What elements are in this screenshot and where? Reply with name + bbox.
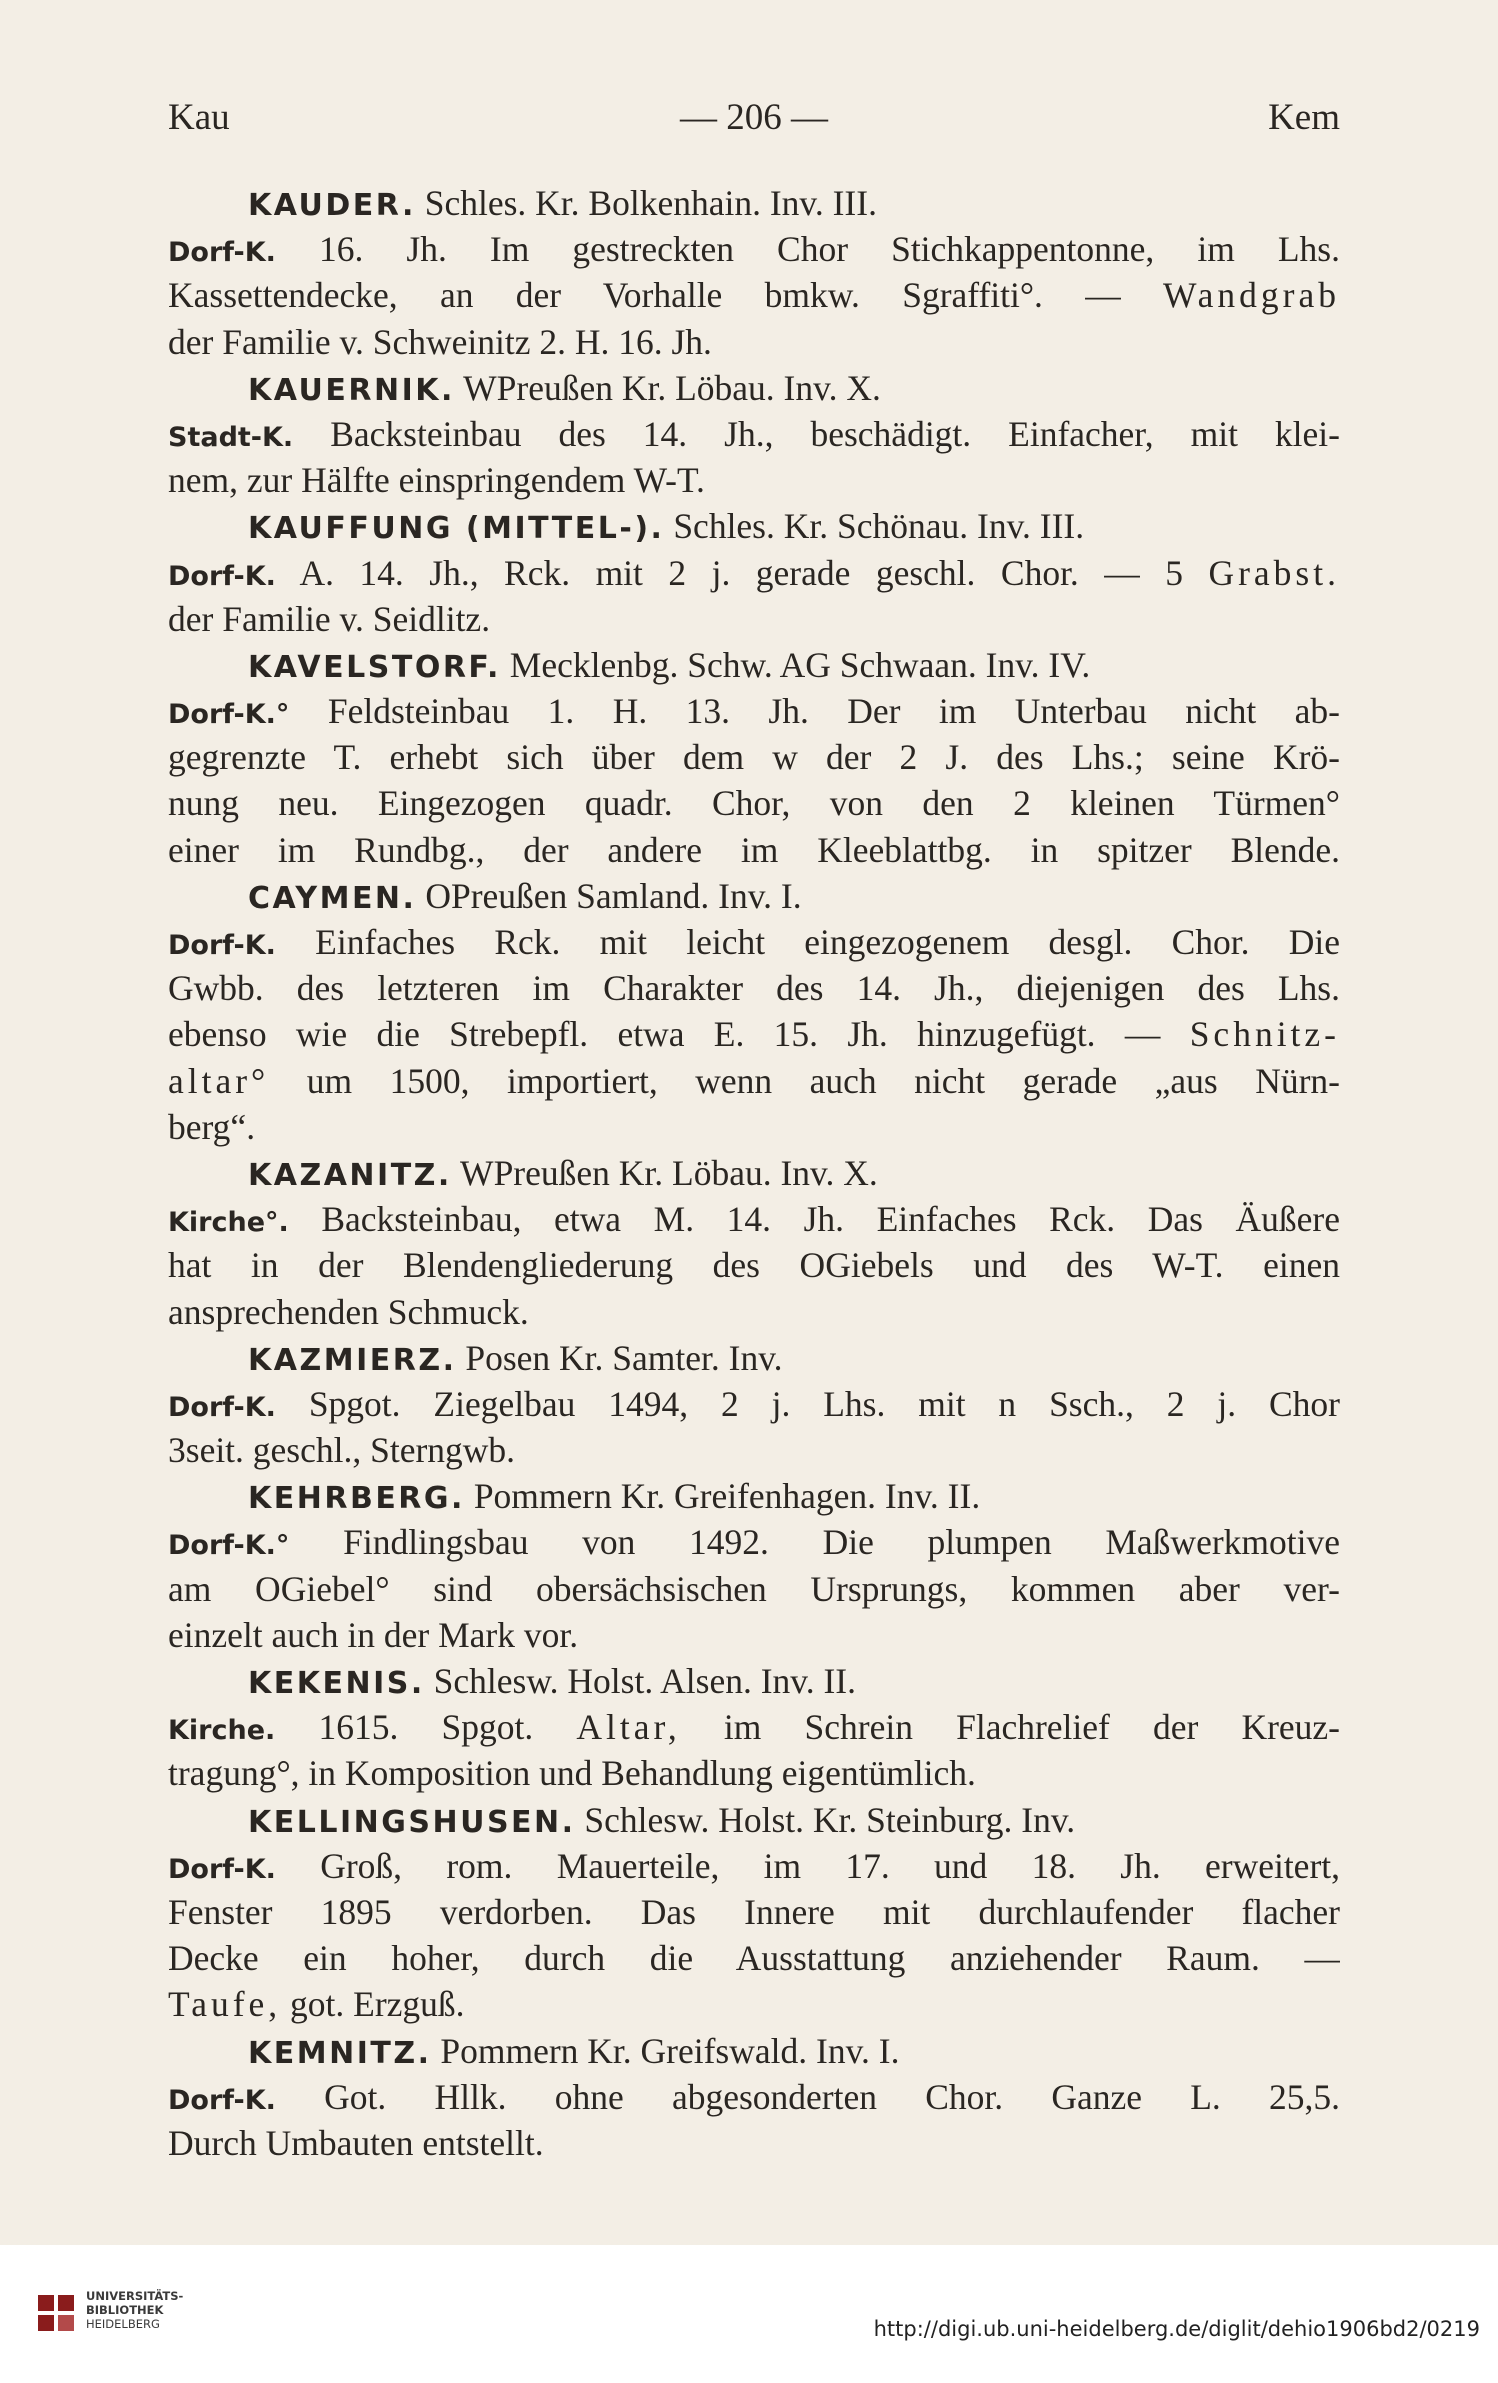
text-run: Schles. Kr. Schönau. Inv. III.	[664, 506, 1085, 547]
text-run: hat in der Blendengliederung des OGiebels und des W-T. einen	[168, 1245, 1340, 1286]
text-run: Posen Kr. Samter. Inv.	[456, 1337, 783, 1378]
text-line	[168, 1843, 1340, 1889]
text-run: der Familie v. Seidlitz.	[168, 598, 491, 639]
text-line	[168, 1427, 1340, 1473]
text-run: Schnitz-	[1189, 1014, 1340, 1055]
library-logo	[36, 2285, 184, 2365]
text-run: Grabst.	[1208, 552, 1340, 593]
text-run: got. Erzguß.	[281, 1984, 465, 2025]
text-run: berg“.	[168, 1106, 256, 1147]
text-line	[168, 1289, 1340, 1335]
entry-title: KEMNITZ.	[248, 2035, 432, 2071]
text-line	[168, 1381, 1340, 1427]
text-run: Schles. Kr. Bolkenhain. Inv. III.	[415, 183, 877, 223]
building-type: Stadt-K.	[168, 421, 294, 453]
entry-title: KELLINGSHUSEN.	[248, 1804, 576, 1840]
text-run: 3seit. geschl., Sterngwb.	[168, 1430, 516, 1471]
text-run: Groß, rom. Mauerteile, im 17. und 18. Jh. erweitert,	[275, 1845, 1340, 1886]
text-line	[168, 1935, 1340, 1981]
text-line	[168, 272, 1340, 318]
building-type: Dorf-K.	[168, 2084, 276, 2116]
text-run: altar°	[168, 1060, 270, 1101]
text-run: Got. Hllk. ohne abgesonderten Chor. Ganze L. 25,5.	[275, 2076, 1340, 2117]
text-line	[168, 226, 1340, 272]
building-type: Dorf-K.°	[168, 1530, 290, 1562]
text-line	[168, 688, 1340, 734]
entry-title: KAUFFUNG (MITTEL-).	[248, 511, 665, 547]
text-run: 1615. Spgot.	[275, 1707, 577, 1748]
text-line	[168, 503, 1340, 549]
text-line	[168, 919, 1340, 965]
entry-title: KAUERNIK.	[248, 372, 455, 408]
building-type: Dorf-K.	[168, 1391, 276, 1423]
text-run: Feldsteinbau 1. H. 13. Jh. Der im Unterbau nicht ab-	[289, 691, 1340, 732]
text-run: Spgot. Ziegelbau 1494, 2 j. Lhs. mit n Ssch., 2 j. Chor	[275, 1383, 1340, 1424]
text-run: Altar,	[576, 1707, 681, 1748]
page-number: — 206 —	[680, 97, 828, 138]
text-line	[168, 734, 1340, 780]
text-line	[168, 1566, 1340, 1612]
text-run: am OGiebel° sind obersächsischen Ursprungs, kommen aber ver-	[168, 1568, 1340, 1609]
text-run: im Schrein Flachrelief der Kreuz-	[680, 1707, 1340, 1748]
text-line	[168, 1658, 1340, 1704]
text-run: Durch Umbauten entstellt.	[168, 2122, 544, 2163]
text-run: OPreußen Samland. Inv. I.	[416, 875, 802, 916]
text-line	[168, 411, 1340, 457]
entry-title: KAUDER.	[248, 188, 416, 223]
text-run: Gwbb. des letzteren im Charakter des 14. Jh., diejenigen des Lhs.	[168, 968, 1340, 1009]
text-line	[168, 1797, 1340, 1843]
text-run: Decke ein hoher, durch die Ausstattung anziehender Raum. —	[168, 1938, 1340, 1979]
text-run: Schlesw. Holst. Kr. Steinburg. Inv.	[575, 1799, 1076, 1840]
building-type: Dorf-K.°	[168, 699, 290, 731]
text-line	[168, 1704, 1340, 1750]
text-run: Findlingsbau von 1492. Die plumpen Maßwerkmotive	[289, 1522, 1340, 1563]
text-line	[168, 1058, 1340, 1104]
text-line	[168, 1981, 1340, 2027]
text-run: Mecklenbg. Schw. AG Schwaan. Inv. IV.	[500, 644, 1091, 685]
text-run: Fenster 1895 verdorben. Das Innere mit durchlaufender flacher	[168, 1891, 1340, 1932]
text-run: Taufe,	[168, 1984, 282, 2025]
text-line	[168, 1473, 1340, 1519]
text-run: WPreußen Kr. Löbau. Inv. X.	[451, 1152, 878, 1193]
text-line	[168, 319, 1340, 365]
building-type: Dorf-K.	[168, 560, 276, 592]
text-line	[168, 2074, 1340, 2120]
text-run: um 1500, importiert, wenn auch nicht gerade „aus Nürn-	[269, 1060, 1340, 1101]
text-run: Wandgrab	[1163, 275, 1340, 316]
text-run: Backsteinbau, etwa M. 14. Jh. Einfaches Rck. Das Äußere	[288, 1199, 1340, 1240]
text-line	[168, 827, 1340, 873]
text-line	[168, 180, 1340, 226]
viewer-footer	[0, 2245, 1498, 2383]
text-run: der Familie v. Schweinitz 2. H. 16. Jh.	[168, 321, 712, 362]
building-type: Kirche°.	[168, 1207, 289, 1239]
header-right: Kem	[1268, 97, 1340, 138]
running-header	[168, 96, 1340, 146]
text-run: gegrenzte T. erhebt sich über dem w der 2 J. des Lhs.; seine Krö-	[168, 737, 1340, 778]
entry-title: KAZMIERZ.	[248, 1342, 457, 1378]
text-run: tragung°, in Komposition und Behandlung eigentümlich.	[168, 1753, 976, 1794]
text-line	[168, 780, 1340, 826]
logo-line-2: BIBLIOTHEK	[86, 2303, 164, 2317]
text-run: einer im Rundbg., der andere im Kleeblattbg. in spitzer Blende.	[168, 829, 1340, 870]
text-run: nem, zur Hälfte einspringendem W-T.	[168, 460, 705, 501]
text-line	[168, 965, 1340, 1011]
building-type: Dorf-K.	[168, 930, 276, 961]
text-line	[168, 457, 1340, 503]
text-run: 16. Jh. Im gestreckten Chor Stichkappentonne, im Lhs.	[275, 229, 1340, 270]
library-logo-text	[86, 2289, 183, 2331]
text-line	[168, 1196, 1340, 1242]
text-line	[168, 1519, 1340, 1565]
building-type: Dorf-K.	[168, 237, 276, 269]
text-line	[168, 1242, 1340, 1288]
text-run: Pommern Kr. Greifswald. Inv. I.	[431, 2030, 900, 2071]
text-line	[168, 2120, 1340, 2166]
source-url-link[interactable]: http://digi.ub.uni-heidelberg.de/diglit/dehio1906bd2/0219	[873, 2317, 1480, 2341]
text-line	[168, 1889, 1340, 1935]
text-line	[168, 642, 1340, 688]
library-logo-icon	[36, 2293, 78, 2335]
text-line	[168, 1011, 1340, 1057]
text-run: nung neu. Eingezogen quadr. Chor, von den 2 kleinen Türmen°	[168, 783, 1340, 824]
text-line	[168, 1150, 1340, 1196]
header-left: Kau	[168, 97, 230, 138]
entry-title: KAVELSTORF.	[248, 649, 501, 685]
text-line	[168, 873, 1340, 919]
text-line	[168, 1750, 1340, 1796]
text-line	[168, 596, 1340, 642]
text-line	[168, 365, 1340, 411]
entry-title: KEHRBERG.	[248, 1481, 465, 1517]
text-line	[168, 550, 1340, 596]
entry-title: KEKENIS.	[248, 1666, 425, 1701]
text-line	[168, 2028, 1340, 2074]
text-run: A. 14. Jh., Rck. mit 2 j. gerade geschl. Chor. — 5	[275, 552, 1209, 593]
text-run: Einfaches Rck. mit leicht eingezogenem desgl. Chor. Die	[275, 922, 1340, 962]
text-run: Backsteinbau des 14. Jh., beschädigt. Einfacher, mit klei-	[293, 413, 1340, 454]
text-line	[168, 1335, 1340, 1381]
entry-title: CAYMEN.	[248, 880, 417, 916]
logo-line-3: HEIDELBERG	[86, 2317, 160, 2331]
text-run: ansprechenden Schmuck.	[168, 1291, 529, 1332]
building-type: Dorf-K.	[168, 1853, 276, 1885]
logo-line-1: UNIVERSITÄTS-	[86, 2289, 184, 2303]
text-run: ebenso wie die Strebepfl. etwa E. 15. Jh. hinzugefügt. —	[168, 1014, 1190, 1055]
text-run: Kassettendecke, an der Vorhalle bmkw. Sgraffiti°. —	[168, 275, 1163, 316]
text-run: Pommern Kr. Greifenhagen. Inv. II.	[464, 1476, 981, 1517]
text-line	[168, 1104, 1340, 1150]
page-body	[168, 180, 1340, 2166]
entry-title: KAZANITZ.	[248, 1157, 452, 1193]
building-type: Kirche.	[168, 1715, 276, 1747]
text-run: einzelt auch in der Mark vor.	[168, 1614, 579, 1655]
text-run: Schlesw. Holst. Alsen. Inv. II.	[424, 1661, 856, 1701]
text-line	[168, 1612, 1340, 1658]
text-run: WPreußen Kr. Löbau. Inv. X.	[454, 367, 881, 408]
